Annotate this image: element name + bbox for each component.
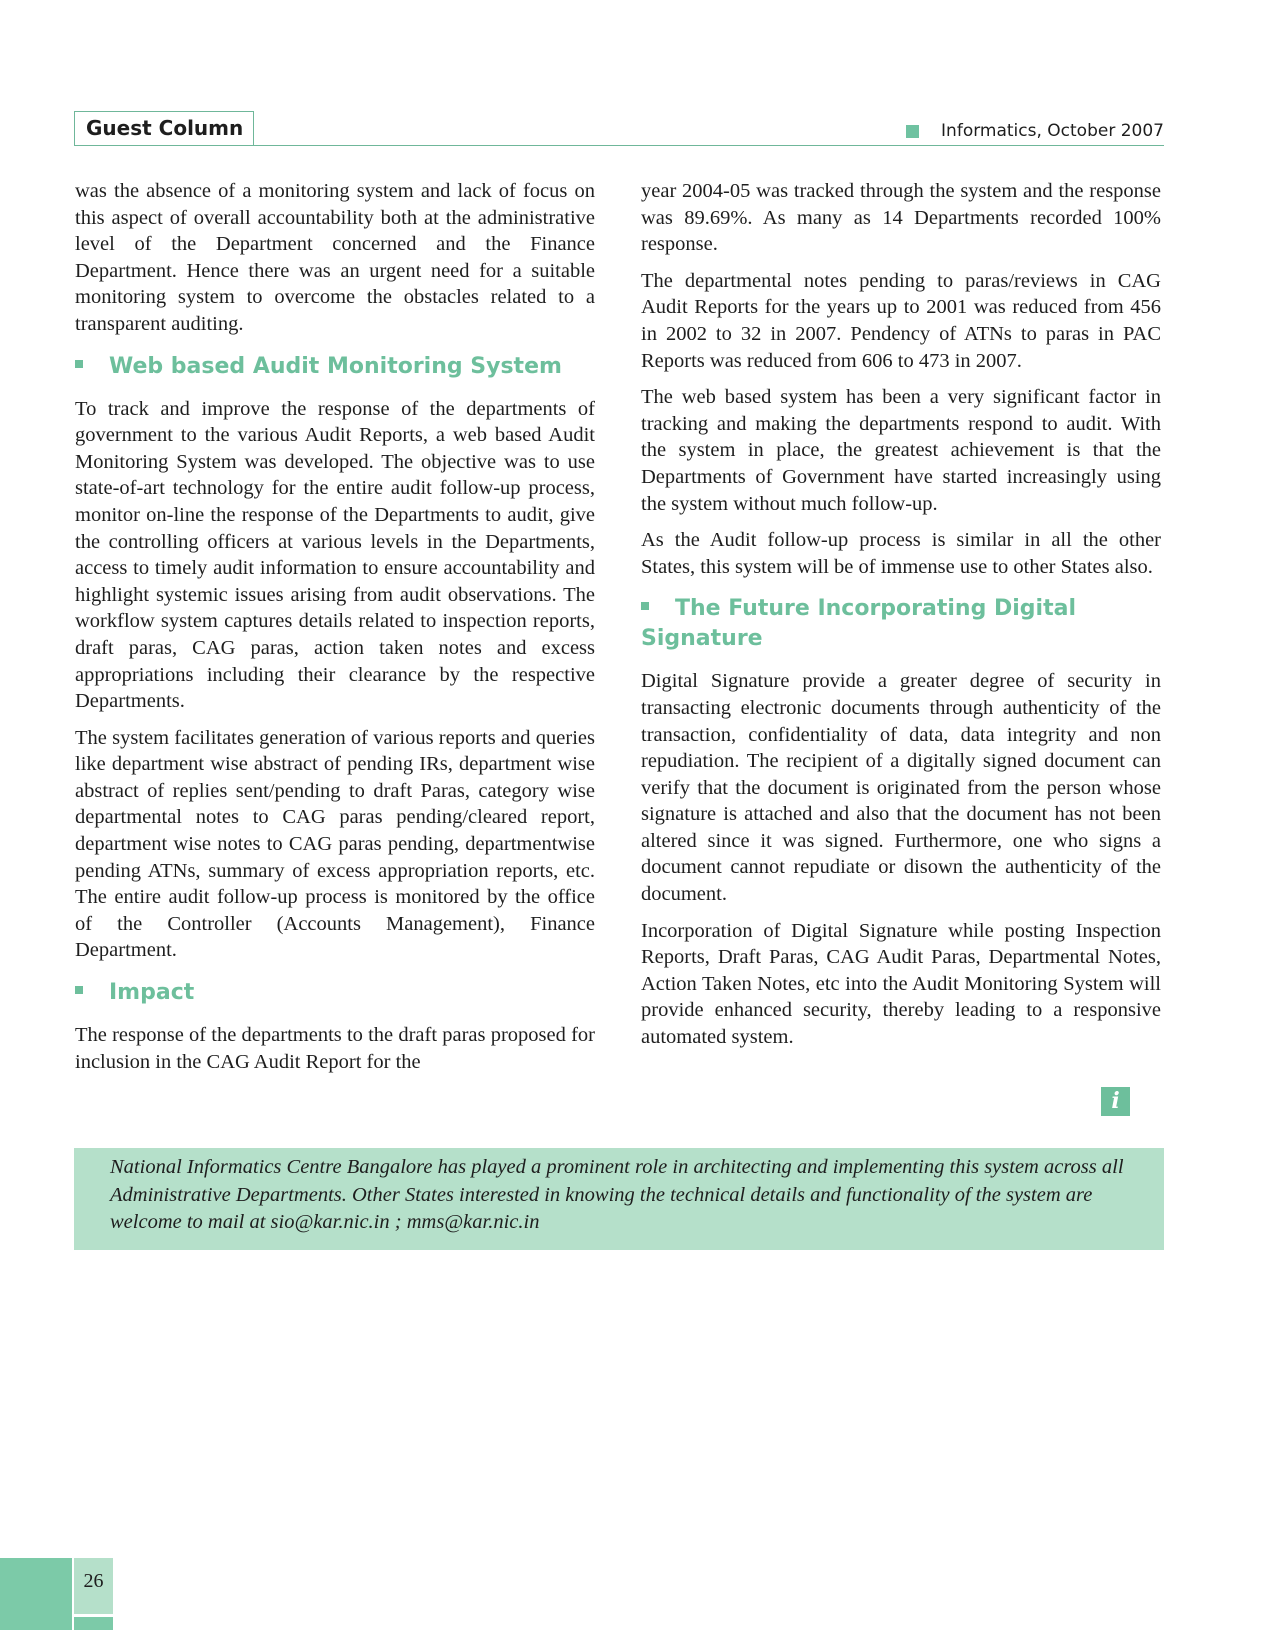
paragraph: Digital Signature provide a greater degree of security in transacting electronic documents through authenticity of the transaction, confidentiality of data, data integrity and non repudiation. The recipient of a digitally signed document can verify that the document is originated from the person whose signature is attached and also that the document has not been altered since it was signed. Furthermore, one who signs a document cannot repudiate or disown the authenticity of the document. [641,670,1161,906]
info-end-icon: i [1101,1087,1130,1116]
paragraph: was the absence of a monitoring system and lack of focus on this aspect of overall accountability both at the administrative level of the Department concerned and the Finance Department. Hence there was an urgent need for a suitable monitoring system to overcome the obstacles related to a transparent auditing. [75,180,595,335]
page-number: 26 [83,1570,104,1592]
left-column [75,178,595,1085]
publication-label: Informatics, October 2007 [941,121,1164,141]
paragraph: year 2004-05 was tracked through the system and the response was 89.69%. As many as 14 Departments recorded 100% response. [641,180,1161,256]
paragraph: To track and improve the response of the departments of government to the various Audit Reports, a web based Audit Monitoring System was developed. The objective was to use state-of-art technology for the entire audit follow-up process, monitor on-line the response of the Departments to audit, give the controlling officers at various levels in the Departments, access to timely audit information to ensure accountability and highlight systemic issues arising from audit observations. The workflow system captures details related to inspection reports, draft paras, CAG paras, action taken notes and excess appropriations including their clearance by the respective Departments. [75,397,595,713]
section-heading-future [641,594,1161,654]
heading-text: The Future Incorporating Digital Signature [641,596,1076,652]
paragraph: The system facilitates generation of various reports and queries like department wise abstract of pending IRs, department wise abstract of replies sent/pending to draft Paras, category wise departmental notes to CAG paras pending/cleared report, department wise notes to CAG paras pending, departmentwise pending ATNs, summary of excess appropriation reports, etc. The entire audit follow-up process is monitored by the office of the Controller (Accounts Management), Finance Department. [75,726,595,962]
publication-info [906,121,1164,141]
paragraph: The departmental notes pending to paras/reviews in CAG Audit Reports for the years up to 2001 was reduced from 456 in 2002 to 32 in 2007. Pendency of ATNs to paras in PAC Reports was reduced from 606 to 473 in 2007. [641,269,1161,372]
heading-text: Impact [109,980,195,1006]
square-bullet-icon [75,360,83,368]
header-rule [74,145,1164,146]
square-bullet-icon [641,602,649,610]
paragraph: The web based system has been a very significant factor in tracking and making the departments respond to audit. With the system in place, the greatest achievement is that the Departments of Government have started increasingly using the system without much follow-up. [641,386,1161,515]
paragraph: Incorporation of Digital Signature while posting Inspection Reports, Draft Paras, CAG Audit Paras, Departmental Notes, Action Taken Notes, etc into the Audit Monitoring System will provide enhanced security, thereby leading to a responsive automated system. [641,919,1161,1049]
heading-text: Web based Audit Monitoring System [109,353,562,379]
footer-block [0,1558,72,1630]
square-bullet-icon [906,125,919,138]
section-label: Guest Column [74,111,254,145]
section-heading-web-based [75,352,595,382]
paragraph: The response of the departments to the draft paras proposed for inclusion in the CAG Audit Report for the [75,1024,595,1073]
section-heading-impact [75,978,595,1008]
footer-block [74,1617,113,1630]
note-box: National Informatics Centre Bangalore has played a prominent role in architecting and implementing this system across all Administrative Departments. Other States interested in knowing the technical details and functionality of the system are welcome to mail at sio@kar.nic.in ; mms@kar.nic.in [74,1148,1164,1250]
paragraph: As the Audit follow-up process is similar in all the other States, this system will be of immense use to other States also. [641,529,1161,578]
square-bullet-icon [75,986,83,994]
right-column [641,178,1161,1061]
